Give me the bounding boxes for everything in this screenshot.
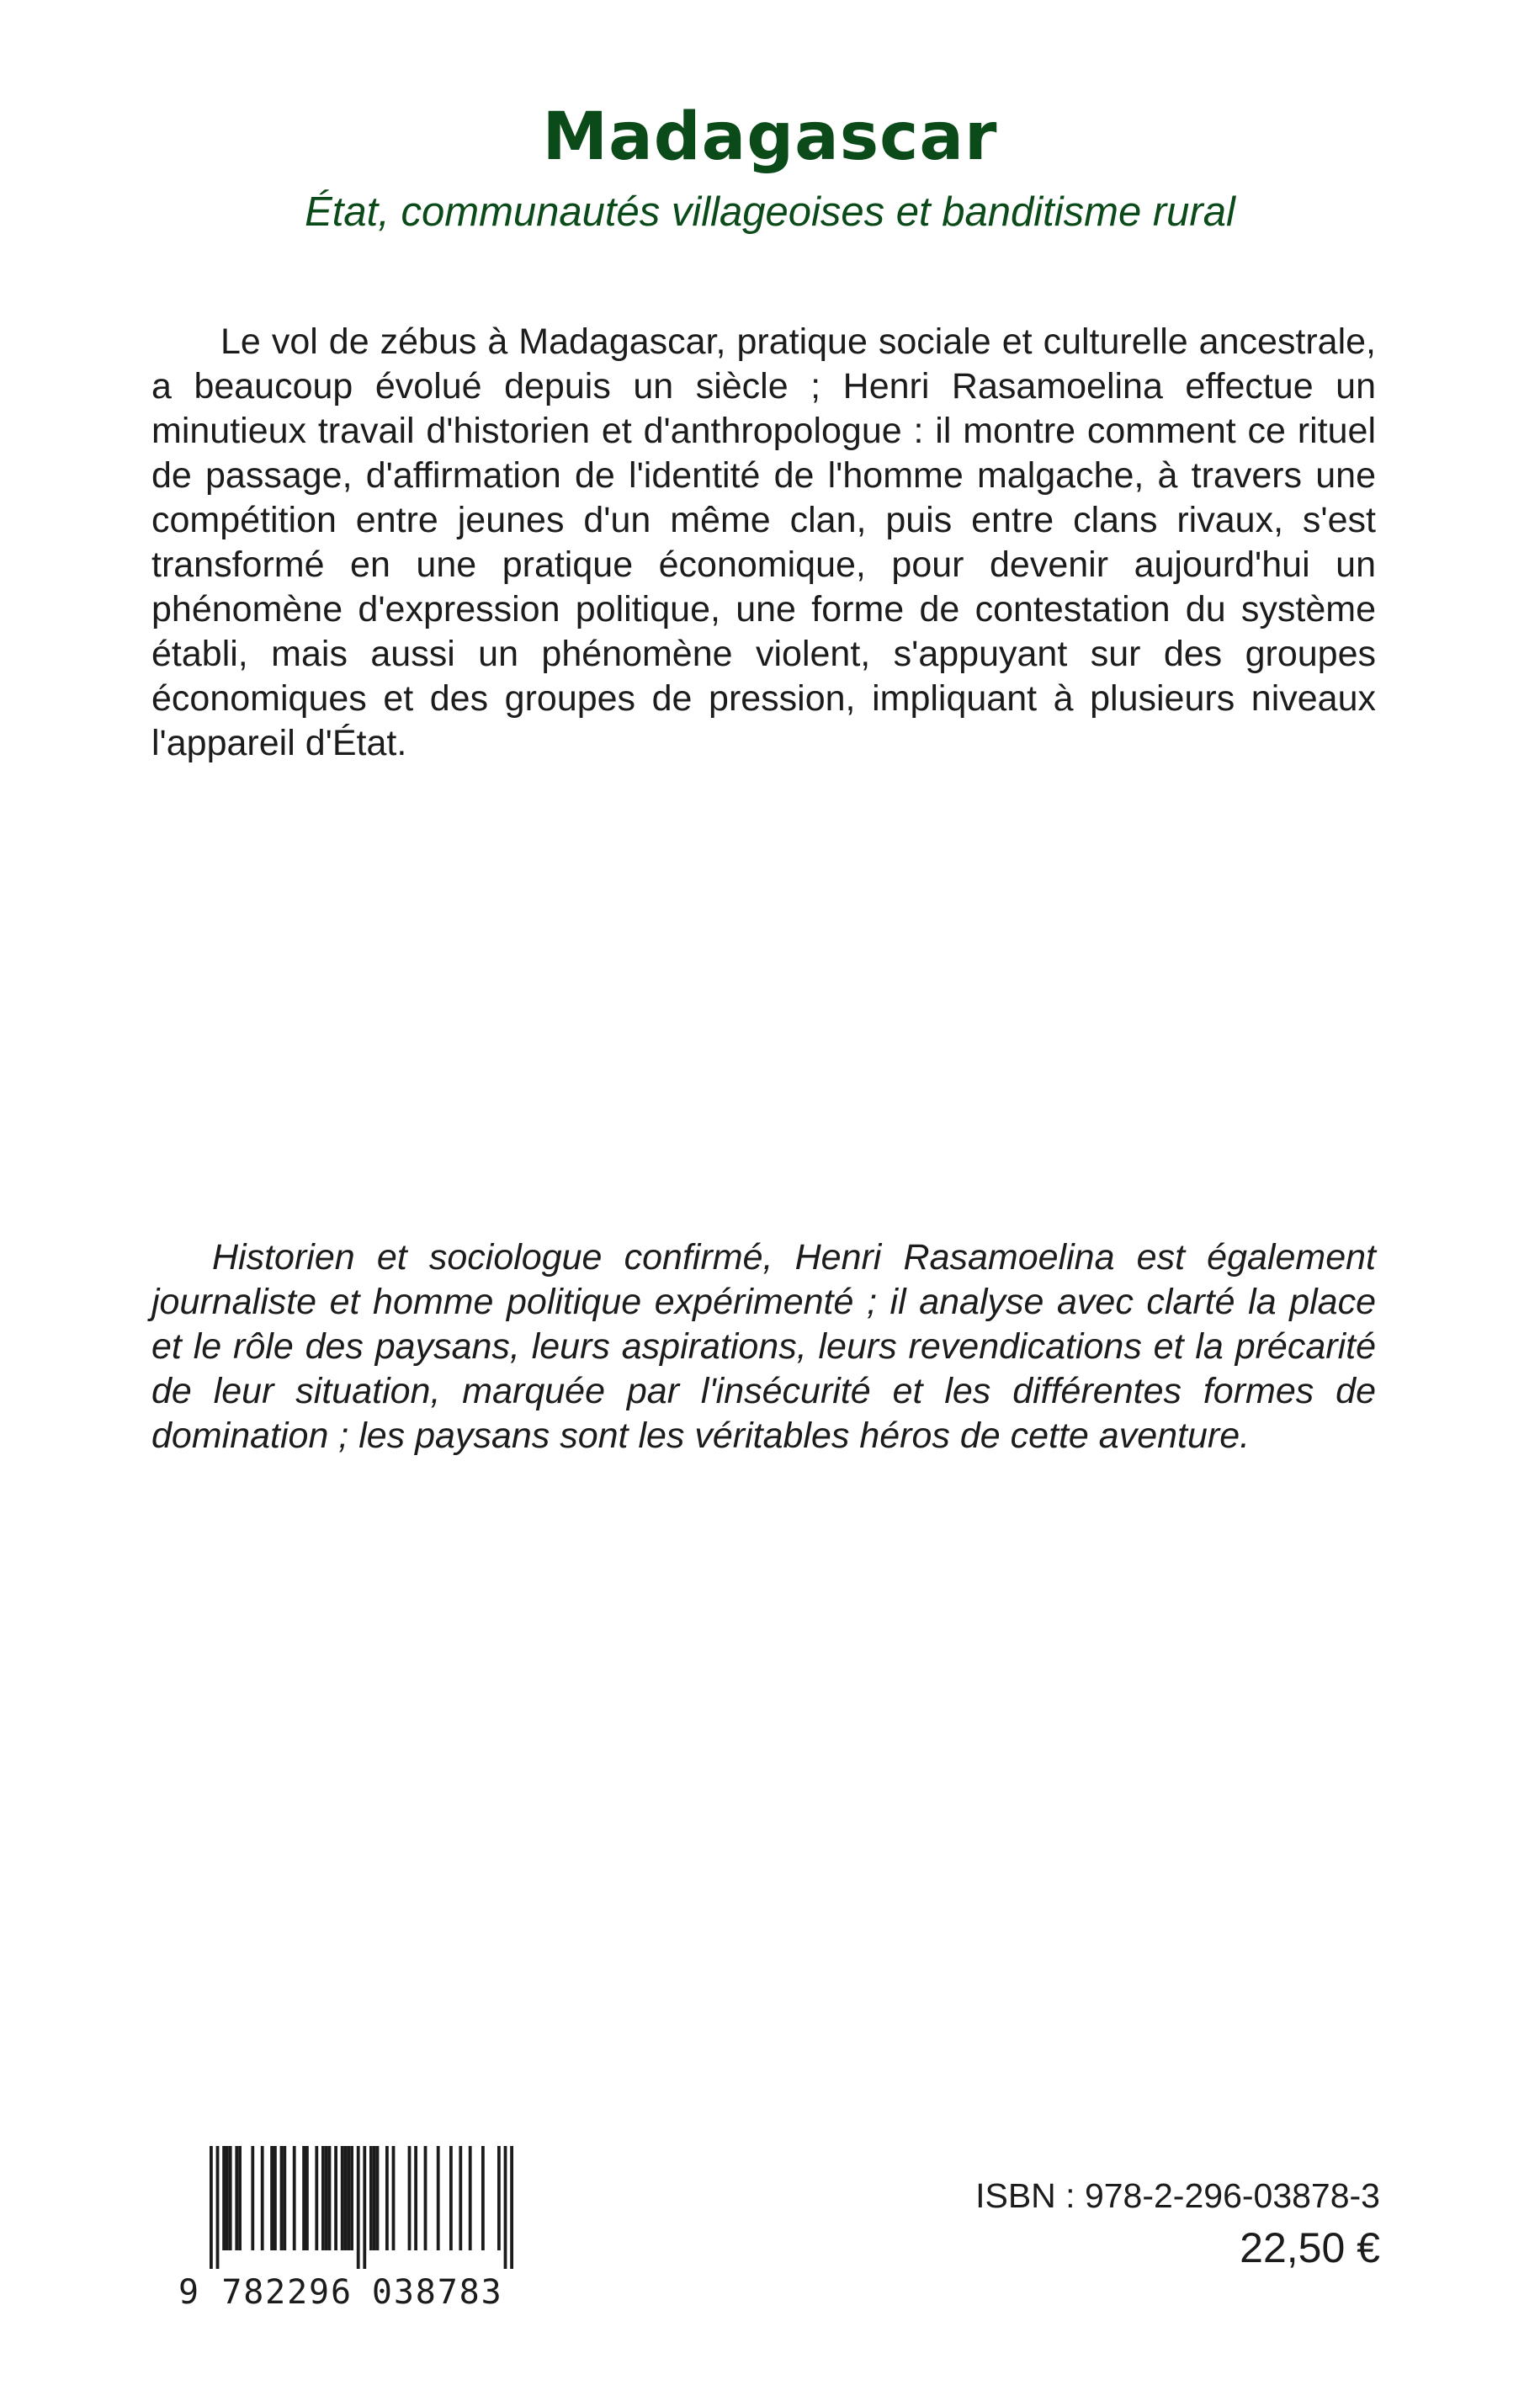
barcode-bar xyxy=(469,2146,472,2250)
barcode-bar xyxy=(235,2146,238,2250)
barcode-bar xyxy=(216,2146,220,2269)
barcode-bar xyxy=(222,2146,226,2250)
barcode-bar xyxy=(424,2146,427,2250)
barcode-bar xyxy=(305,2146,309,2250)
barcode-bar xyxy=(341,2146,344,2250)
barcode-bar xyxy=(504,2146,507,2269)
barcode-bar xyxy=(226,2146,229,2250)
barcode-bar xyxy=(497,2146,501,2250)
barcode-bar xyxy=(408,2146,412,2250)
synopsis-paragraph: Le vol de zébus à Madagascar, pratique sociale et culturelle ancestrale, a beaucoup évolué depuis un siècle ; Henri Rasamoelina effectue un minutieux travail d'historien et d'anthropologue : il montre comment ce rituel de passage, d'affirmation de l'identité de l'homme malgache, à travers une compétition entre jeunes d'un même clan, puis entre clans rivaux, s'est transformé en une pratique économique, pour devenir aujourd'hui un phénomène d'expression politique, une forme de contestation du système établi, mais aussi un phénomène violent, s'appuyant sur des groupes économiques et des groupes de pression, impliquant à plusieurs niveaux l'appareil d'État. xyxy=(151,321,1376,763)
barcode-bar xyxy=(373,2146,376,2250)
barcode-bar xyxy=(369,2146,373,2250)
barcode-bar xyxy=(210,2146,213,2269)
barcode-bar xyxy=(350,2146,353,2250)
barcode-bar xyxy=(229,2146,232,2250)
barcode-bar xyxy=(315,2146,318,2250)
barcode-bar xyxy=(392,2146,396,2250)
barcode-bar xyxy=(325,2146,328,2250)
barcode-bar xyxy=(510,2146,513,2269)
barcode-left-digits: 782296 xyxy=(221,2273,353,2312)
barcode-bar xyxy=(283,2146,286,2250)
barcode-bar xyxy=(251,2146,254,2250)
barcode-bar xyxy=(270,2146,273,2250)
isbn-number: ISBN : 978-2-296-03878-3 xyxy=(975,2176,1380,2215)
book-subtitle: État, communautés villageoises et banditisme rural xyxy=(305,189,1235,235)
barcode-right-digits: 038783 xyxy=(371,2273,503,2312)
barcode-lead-digit: 9 xyxy=(178,2273,199,2312)
barcode-bar xyxy=(449,2146,453,2250)
barcode-bar xyxy=(328,2146,332,2250)
barcode-bar xyxy=(273,2146,277,2250)
barcode-bar xyxy=(321,2146,325,2250)
barcode-bar xyxy=(280,2146,284,2250)
barcode-bar xyxy=(293,2146,296,2250)
book-title: Madagascar xyxy=(542,99,998,175)
barcode-bar xyxy=(414,2146,417,2250)
barcode-bar xyxy=(302,2146,305,2250)
barcode-bar xyxy=(347,2146,350,2250)
barcode-graphic xyxy=(173,2146,543,2272)
barcode-bar xyxy=(385,2146,389,2250)
barcode-bar xyxy=(376,2146,380,2250)
isbn-barcode xyxy=(173,2146,543,2314)
barcode-bar xyxy=(459,2146,462,2250)
price: 22,50 € xyxy=(1240,2224,1380,2271)
barcode-bar xyxy=(334,2146,337,2250)
barcode-bar xyxy=(261,2146,264,2250)
barcode-bar xyxy=(344,2146,348,2250)
barcode-bar xyxy=(238,2146,242,2250)
barcode-bar xyxy=(357,2146,360,2269)
barcode-bar xyxy=(481,2146,485,2250)
author-bio-paragraph: Historien et sociologue confirmé, Henri Rasamoelina est également journaliste et homme politique expérimenté ; il analyse avec clarté la place et le rôle des paysans, leurs aspirations, leurs revendications et la précarité de leur situation, marquée par l'insécurité et les différentes formes de domination ; les paysans sont les véritables héros de cette aventure. xyxy=(151,1237,1376,1456)
barcode-bar xyxy=(437,2146,440,2250)
barcode-bar xyxy=(363,2146,366,2269)
